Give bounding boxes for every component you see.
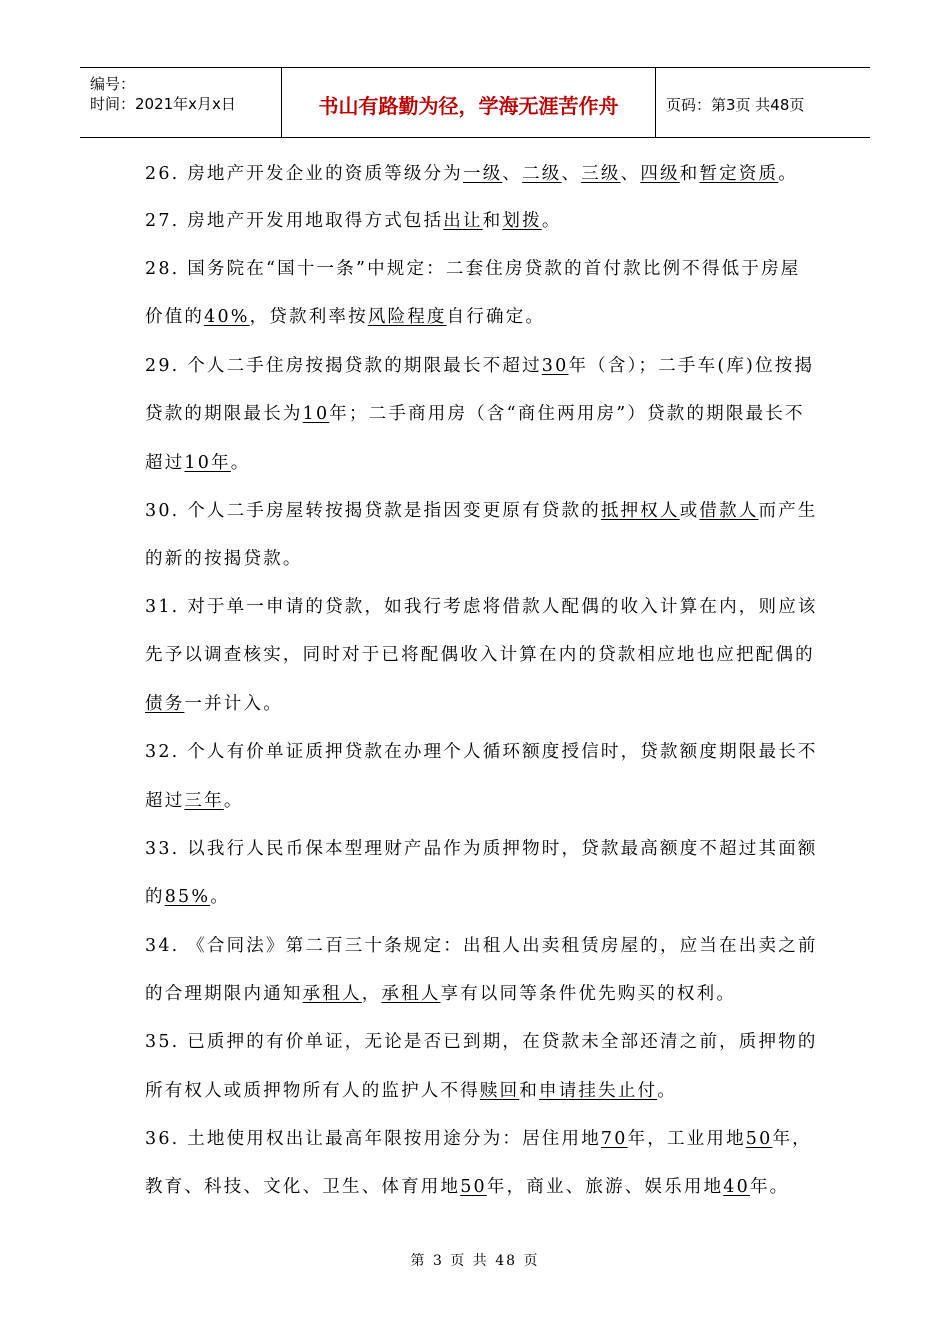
answer-blank: 四级 [640,164,680,184]
answer-blank: 50 [745,1129,773,1149]
answer-blank: 50 [460,1177,487,1197]
line-text: 年（含）；二手车(库)位按揭 [568,356,815,376]
line-text: 和 [519,1081,540,1101]
line-text: 31. 对于单一申请的贷款，如我行考虑将借款人配偶的收入计算在内，则应该 [145,597,818,617]
line-text: ， [361,984,382,1004]
line-text: 贷款的期限最长为 [145,404,303,424]
line-text: 。 [778,164,798,184]
text-line [145,787,244,812]
text-line [145,1028,818,1053]
line-text: 、 [502,164,523,184]
answer-blank: 一级 [463,164,503,184]
text-line [145,400,805,425]
answer-blank: 赎回 [479,1081,520,1101]
answer-blank: 10 [302,404,330,424]
text-line [145,1173,789,1198]
line-text: 32. 个人有价单证质押贷款在办理个人循环额度授信时，贷款额度期限最长不 [145,742,818,762]
line-text: 34. 《合同法》第二百三十条规定：出租人出卖租赁房屋的，应当在出卖之前 [145,936,818,956]
text-line [145,1077,677,1102]
text-line [145,835,818,860]
line-text: 29. 个人二手住房按揭贷款的期限最长不超过 [145,356,542,376]
line-text: 。 [230,453,251,473]
line-text: 所有权人或质押物所有人的监护人不得 [145,1081,480,1101]
text-line [145,160,798,185]
text-line [145,690,283,715]
line-text: 26. 房地产开发企业的资质等级分为 [145,164,463,184]
line-text: 自行确定。 [446,307,546,327]
answer-blank: 承租人 [302,984,362,1004]
text-line [145,1125,812,1150]
answer-blank: 申请挂失止付 [539,1081,658,1101]
line-text: 。 [657,1081,677,1101]
answer-blank: 债务 [145,694,185,714]
answer-blank: 出让 [443,211,483,231]
answer-blank: 三年 [184,791,224,811]
header-page-info: 页码：第3页 共48页 [666,96,805,114]
line-text: 年。 [749,1177,790,1197]
text-line [145,255,800,280]
line-text: 或 [679,501,700,521]
line-text: 年， [772,1129,812,1149]
line-text: 超过 [145,791,185,811]
answer-blank: 40 [723,1177,750,1197]
answer-blank: 抵押权人 [600,501,680,521]
header-motto: 书山有路勤为径，学海无涯苦作舟 [318,94,619,118]
line-text: 先予以调查核实，同时对于已将配偶收入计算在内的贷款相应地也应把配偶的 [145,645,815,665]
text-line [145,980,736,1005]
line-text: 、 [561,164,582,184]
date-label: 时间：2021年x月x日 [90,95,236,113]
line-text: 33. 以我行人民币保本型理财产品作为质押物时，贷款最高额度不超过其面额 [145,839,818,859]
answer-blank: 10年 [184,453,231,473]
line-text: 教育、科技、文化、卫生、体育用地 [145,1177,461,1197]
line-text: 一并计入。 [184,694,283,714]
line-text: 和 [482,211,503,231]
line-text: 而产生 [758,501,818,521]
text-line [145,303,545,328]
line-text: 的合理期限内通知 [145,984,303,1004]
answer-blank: 承租人 [381,984,441,1004]
answer-blank: 划拨 [502,211,542,231]
text-line [145,207,562,232]
line-text: 超过 [145,453,185,473]
line-text: 的新的按揭贷款。 [145,549,303,569]
text-line [145,738,818,763]
text-line [145,932,818,957]
text-line [145,352,814,377]
text-line [145,449,250,474]
line-text: 价值的 [145,307,205,327]
line-text: 28. 国务院在“国十一条”中规定：二套住房贷款的首付款比例不得低于房屋 [145,259,801,279]
line-text: 年，商业、旅游、娱乐用地 [486,1177,724,1197]
line-text: 和 [679,164,700,184]
line-text: 的 [145,887,165,907]
line-text: 享有以同等条件优先购买的权利。 [440,984,737,1004]
answer-blank: 70 [600,1129,628,1149]
line-text: 27. 房地产开发用地取得方式包括 [145,211,444,231]
answer-blank: 三级 [581,164,621,184]
line-text: 。 [541,211,562,231]
answer-blank: 85% [164,887,211,907]
number-label: 编号： [90,75,136,93]
answer-blank: 风险程度 [367,307,447,327]
text-line [145,545,303,570]
line-text: 年，工业用地 [627,1129,746,1149]
answer-blank: 暂定资质 [699,164,779,184]
line-text: 35. 已质押的有价单证，无论是否已到期，在贷款未全部还清之前，质押物的 [145,1032,818,1052]
header-divider [655,68,656,137]
line-text: 36. 土地使用权出让最高年限按用途分为：居住用地 [145,1129,601,1149]
line-text: 年；二手商用房（含“商住两用房”）贷款的期限最长不 [329,404,805,424]
line-text: 。 [210,887,230,907]
text-line [145,641,815,666]
text-line [145,593,818,618]
page-footer: 第 3 页 共 48 页 [410,1253,540,1269]
answer-blank: 二级 [522,164,562,184]
document-header [80,67,870,138]
line-text: 。 [223,791,244,811]
text-line [145,497,818,522]
answer-blank: 30 [541,356,569,376]
answer-blank: 借款人 [699,501,759,521]
line-text: 30. 个人二手房屋转按揭贷款是指因变更原有贷款的 [145,501,601,521]
answer-blank: 40% [204,307,250,327]
line-text: 、 [620,164,641,184]
line-text: ，贷款利率按 [249,307,368,327]
text-line [145,883,230,908]
